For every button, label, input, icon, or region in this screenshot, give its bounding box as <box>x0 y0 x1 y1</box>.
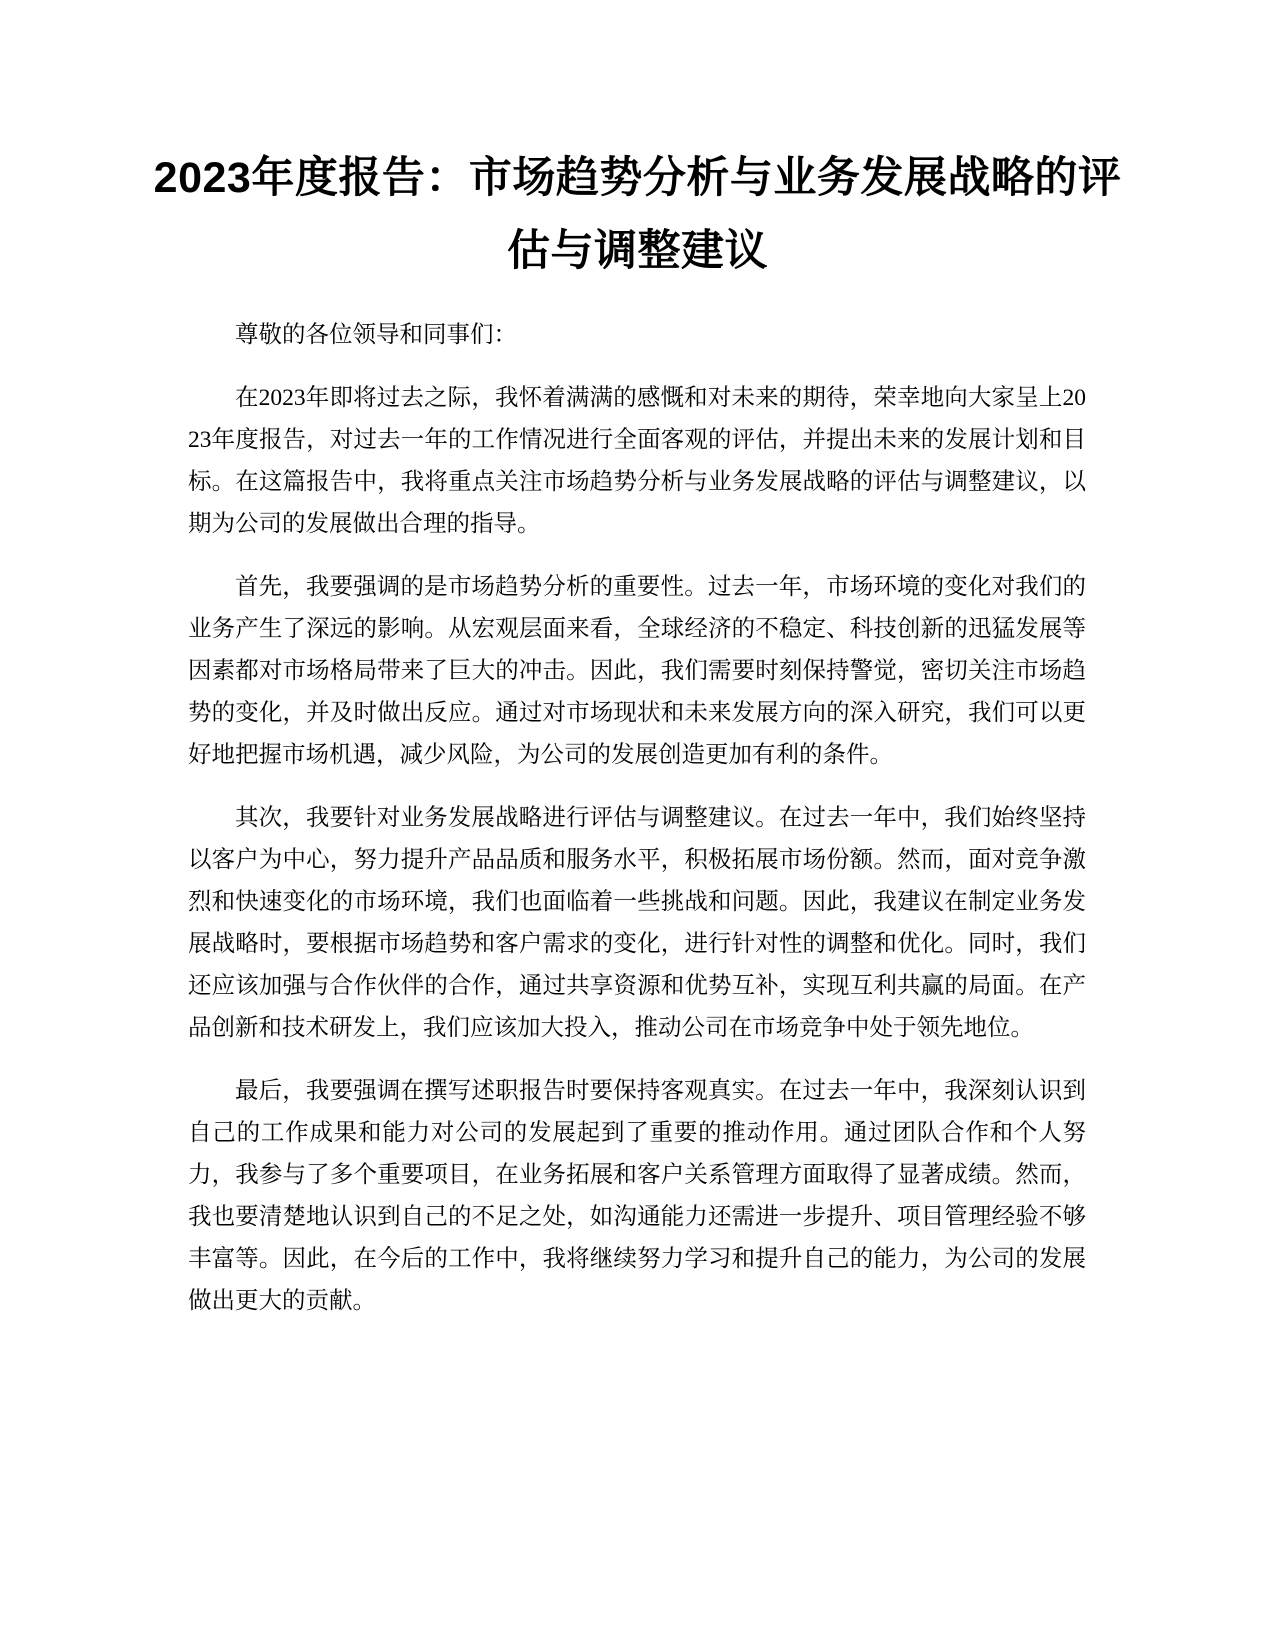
conclusion-paragraph: 最后，我要强调在撰写述职报告时要保持客观真实。在过去一年中，我深刻认识到自己的工作成果和能力对公司的发展起到了重要的推动作用。通过团队合作和个人努力，我参与了多个重要项目，在业务拓展和客户关系管理方面取得了显著成绩。然而，我也要清楚地认识到自己的不足之处，如沟通能力还需进一步提升、项目管理经验不够丰富等。因此，在今后的工作中，我将继续努力学习和提升自己的能力，为公司的发展做出更大的贡献。 <box>188 1078 1086 1314</box>
document-title: 2023年度报告：市场趋势分析与业务发展战略的评估与调整建议 <box>153 154 1122 275</box>
document-body <box>188 314 1086 1343</box>
greeting-paragraph: 尊敬的各位领导和同事们： <box>235 322 517 348</box>
market-trend-paragraph: 首先，我要强调的是市场趋势分析的重要性。过去一年，市场环境的变化对我们的业务产生了深远的影响。从宏观层面来看，全球经济的不稳定、科技创新的迅猛发展等因素都对市场格局带来了巨大的冲击。因此，我们需要时刻保持警觉，密切关注市场趋势的变化，并及时做出反应。通过对市场现状和未来发展方向的深入研究，我们可以更好地把握市场机遇，减少风险，为公司的发展创造更加有利的条件。 <box>188 574 1086 768</box>
intro-paragraph: 在2023年即将过去之际，我怀着满满的感慨和对未来的期待，荣幸地向大家呈上2023年度报告，对过去一年的工作情况进行全面客观的评估，并提出未来的发展计划和目标。在这篇报告中，我将重点关注市场趋势分析与业务发展战略的评估与调整建议，以期为公司的发展做出合理的指导。 <box>188 385 1086 537</box>
strategy-paragraph: 其次，我要针对业务发展战略进行评估与调整建议。在过去一年中，我们始终坚持以客户为中心，努力提升产品品质和服务水平，积极拓展市场份额。然而，面对竞争激烈和快速变化的市场环境，我们也面临着一些挑战和问题。因此，我建议在制定业务发展战略时，要根据市场趋势和客户需求的变化，进行针对性的调整和优化。同时，我们还应该加强与合作伙伴的合作，通过共享资源和优势互补，实现互利共赢的局面。在产品创新和技术研发上，我们应该加大投入，推动公司在市场竞争中处于领先地位。 <box>188 805 1086 1041</box>
